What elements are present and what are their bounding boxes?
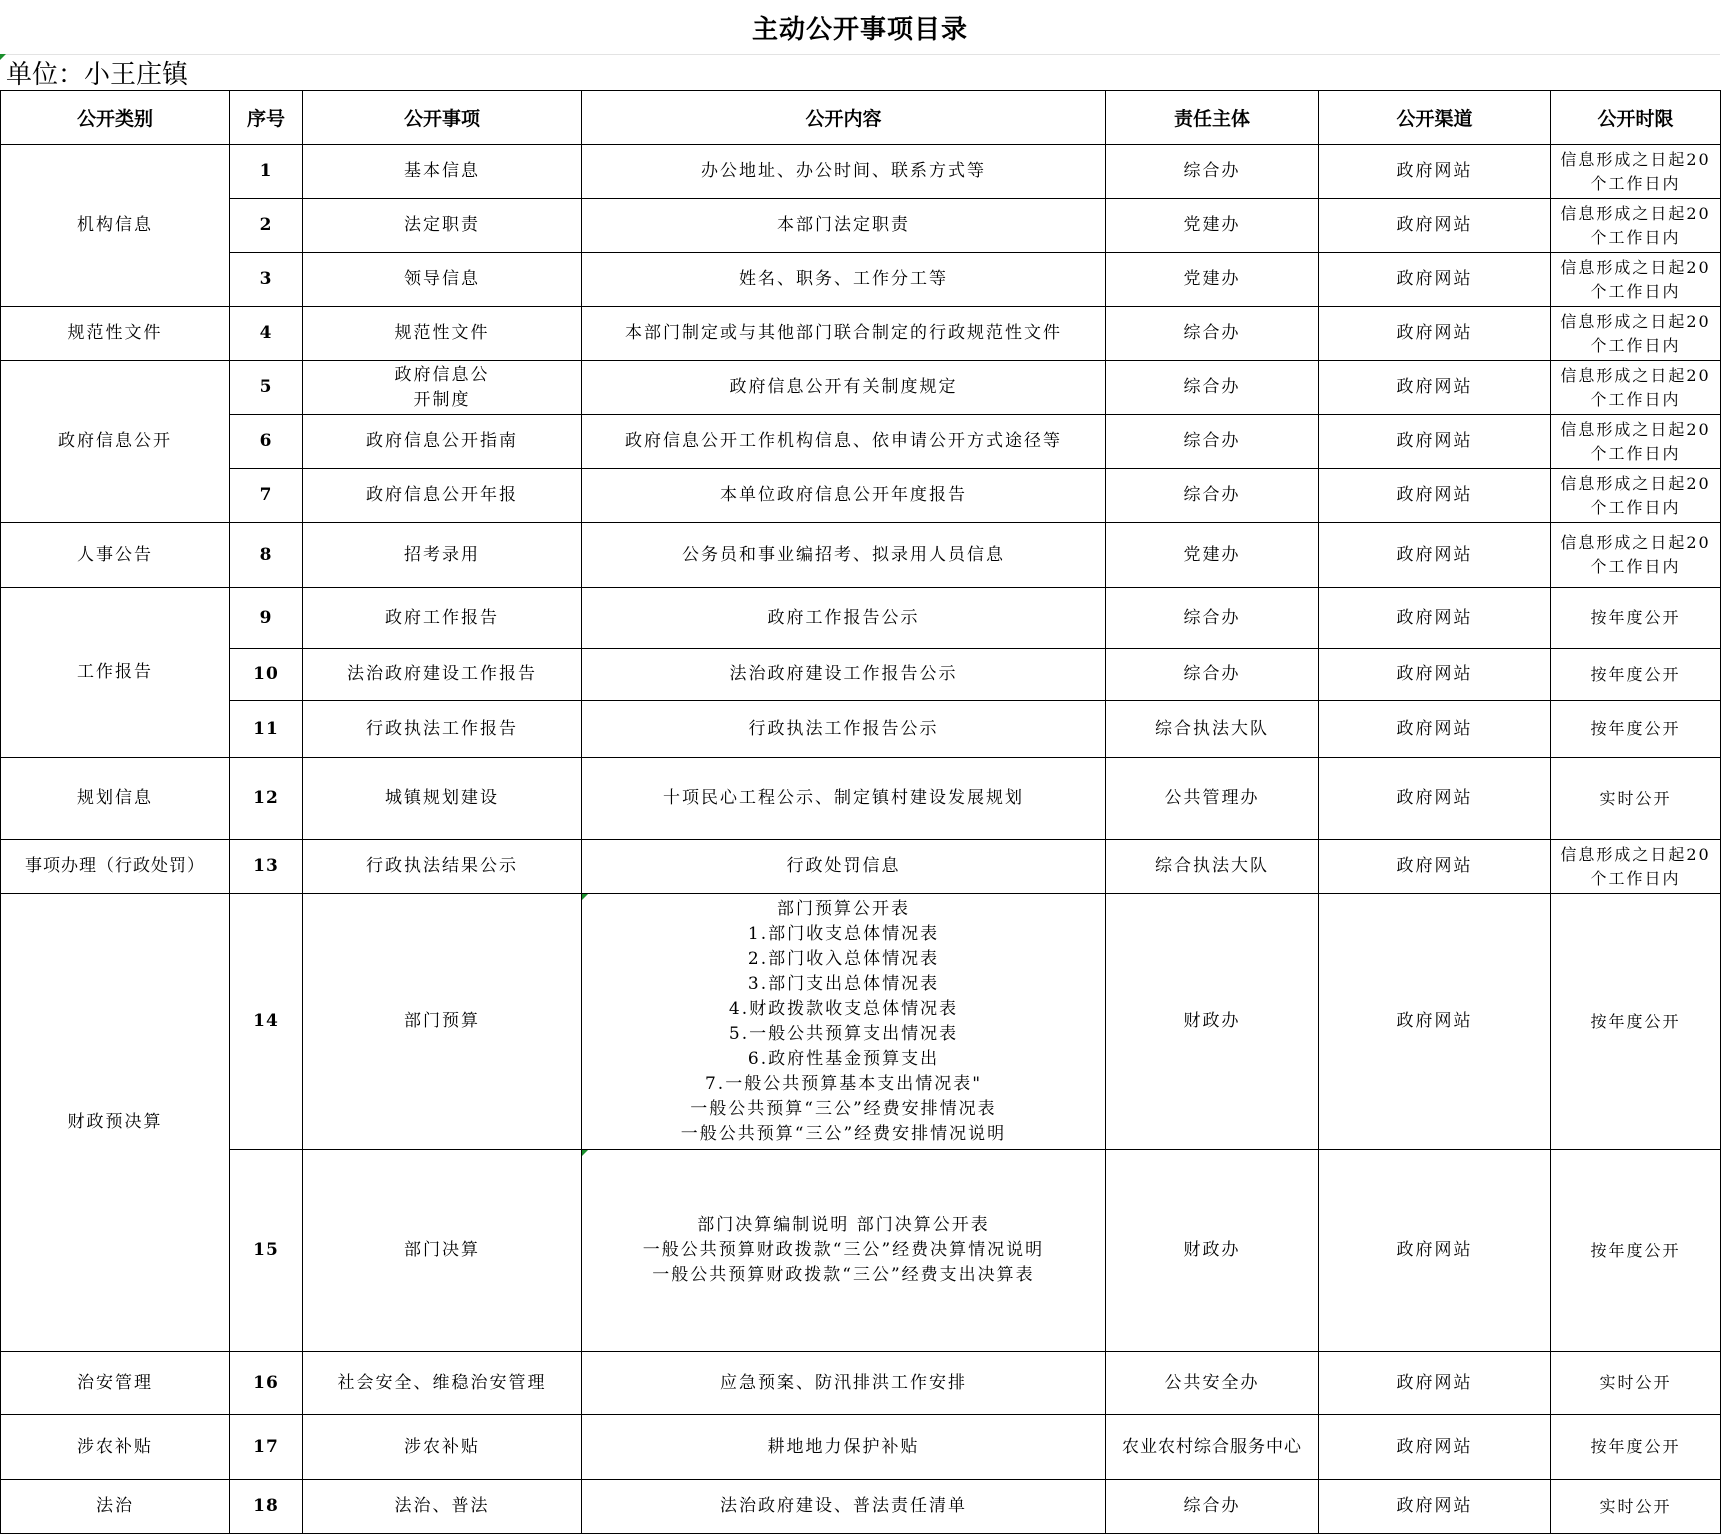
header-owner: 责任主体 [1106, 91, 1319, 145]
content-line: 4.财政拨款收支总体情况表 [728, 998, 959, 1019]
content-line: 3.部门支出总体情况表 [747, 973, 940, 994]
content-line: 一般公共预算“三公”经费安排情况表 [690, 1098, 997, 1119]
channel-cell: 政府网站 [1319, 1150, 1551, 1352]
header-number: 序号 [230, 91, 303, 145]
number-cell: 1 [230, 145, 303, 199]
table-row [1, 199, 1721, 253]
header-limit: 公开时限 [1551, 91, 1721, 145]
content-cell: 耕地地力保护补贴 [582, 1415, 1106, 1480]
item-cell: 城镇规划建设 [303, 758, 582, 840]
number-cell: 17 [230, 1415, 303, 1480]
limit-cell: 实时公开 [1551, 1480, 1721, 1534]
owner-cell: 财政办 [1106, 1150, 1319, 1352]
item-cell: 政府信息公开指南 [303, 415, 582, 469]
item-cell: 行政执法工作报告 [303, 701, 582, 758]
channel-cell: 政府网站 [1319, 894, 1551, 1150]
item-cell: 社会安全、维稳治安管理 [303, 1352, 582, 1415]
owner-cell: 综合办 [1106, 469, 1319, 523]
content-line: 6.政府性基金预算支出 [747, 1048, 940, 1069]
content-cell: 法治政府建设、普法责任清单 [582, 1480, 1106, 1534]
content-cell: 办公地址、办公时间、联系方式等 [582, 145, 1106, 199]
content-cell: 应急预案、防汛排洪工作安排 [582, 1352, 1106, 1415]
channel-cell: 政府网站 [1319, 1480, 1551, 1534]
owner-cell: 综合办 [1106, 588, 1319, 649]
category-cell: 财政预决算 [1, 894, 230, 1352]
channel-cell: 政府网站 [1319, 253, 1551, 307]
item-cell: 基本信息 [303, 145, 582, 199]
category-cell: 规范性文件 [1, 307, 230, 361]
number-cell: 14 [230, 894, 303, 1150]
owner-cell: 党建办 [1106, 199, 1319, 253]
item-cell: 部门预算 [303, 894, 582, 1150]
table-row [1, 840, 1721, 894]
page-title: 主动公开事项目录 [751, 14, 968, 45]
limit-cell: 实时公开 [1551, 1352, 1721, 1415]
number-cell: 4 [230, 307, 303, 361]
content-line: 部门预算公开表 [777, 898, 910, 919]
item-cell: 政府信息公开年报 [303, 469, 582, 523]
header-content: 公开内容 [582, 91, 1106, 145]
content-line: 一般公共预算财政拨款“三公”经费支出决算表 [652, 1265, 1035, 1285]
number-cell: 16 [230, 1352, 303, 1415]
category-cell: 机构信息 [1, 145, 230, 307]
item-cell: 法治政府建设工作报告 [303, 649, 582, 701]
table-row [1, 469, 1721, 523]
channel-cell: 政府网站 [1319, 199, 1551, 253]
table-row [1, 758, 1721, 840]
content-cell: 姓名、职务、工作分工等 [582, 253, 1106, 307]
owner-cell: 党建办 [1106, 523, 1319, 588]
content-cell: 十项民心工程公示、制定镇村建设发展规划 [582, 758, 1106, 840]
number-cell: 8 [230, 523, 303, 588]
title-row [0, 0, 1720, 55]
number-cell: 6 [230, 415, 303, 469]
item-cell: 行政执法结果公示 [303, 840, 582, 894]
number-cell: 12 [230, 758, 303, 840]
limit-cell: 按年度公开 [1551, 649, 1721, 701]
table-row [1, 1150, 1721, 1352]
owner-cell: 党建办 [1106, 253, 1319, 307]
owner-cell: 财政办 [1106, 894, 1319, 1150]
content-cell: 公务员和事业编招考、拟录用人员信息 [582, 523, 1106, 588]
item-cell: 涉农补贴 [303, 1415, 582, 1480]
item-cell: 法定职责 [303, 199, 582, 253]
content-cell: 政府信息公开有关制度规定 [582, 361, 1106, 415]
table-row [1, 1352, 1721, 1415]
item-cell: 规范性文件 [303, 307, 582, 361]
content-cell: 本部门法定职责 [582, 199, 1106, 253]
table-row [1, 361, 1721, 415]
channel-cell: 政府网站 [1319, 307, 1551, 361]
limit-cell: 实时公开 [1551, 758, 1721, 840]
category-cell: 涉农补贴 [1, 1415, 230, 1480]
table-row [1, 588, 1721, 649]
content-line: 1.部门收支总体情况表 [747, 923, 940, 944]
disclosure-table [0, 90, 1721, 1534]
table-row [1, 253, 1721, 307]
limit-cell: 信息形成之日起20个工作日内 [1551, 469, 1721, 523]
owner-cell: 综合办 [1106, 307, 1319, 361]
cell-comment-marker-icon [0, 54, 6, 60]
content-line: 一般公共预算“三公”经费安排情况说明 [680, 1123, 1007, 1144]
owner-cell: 综合办 [1106, 361, 1319, 415]
cell-comment-marker-icon [582, 894, 588, 900]
owner-cell: 综合办 [1106, 649, 1319, 701]
item-cell: 政府工作报告 [303, 588, 582, 649]
header-channel: 公开渠道 [1319, 91, 1551, 145]
header-category: 公开类别 [1, 91, 230, 145]
channel-cell: 政府网站 [1319, 840, 1551, 894]
number-cell: 10 [230, 649, 303, 701]
channel-cell: 政府网站 [1319, 469, 1551, 523]
limit-cell: 信息形成之日起20个工作日内 [1551, 840, 1721, 894]
item-cell: 领导信息 [303, 253, 582, 307]
limit-cell: 信息形成之日起20个工作日内 [1551, 415, 1721, 469]
content-line: 2.部门收入总体情况表 [747, 948, 940, 969]
channel-cell: 政府网站 [1319, 523, 1551, 588]
header-item: 公开事项 [303, 91, 582, 145]
number-cell: 9 [230, 588, 303, 649]
item-cell: 法治、普法 [303, 1480, 582, 1534]
item-cell: 招考录用 [303, 523, 582, 588]
owner-cell: 综合办 [1106, 1480, 1319, 1534]
owner-cell: 综合办 [1106, 145, 1319, 199]
table-row [1, 1480, 1721, 1534]
channel-cell: 政府网站 [1319, 758, 1551, 840]
owner-cell: 农业农村综合服务中心 [1106, 1415, 1319, 1480]
channel-cell: 政府网站 [1319, 415, 1551, 469]
category-cell: 规划信息 [1, 758, 230, 840]
number-cell: 18 [230, 1480, 303, 1534]
limit-cell: 按年度公开 [1551, 701, 1721, 758]
content-cell: 行政处罚信息 [582, 840, 1106, 894]
table-row [1, 415, 1721, 469]
owner-cell: 公共管理办 [1106, 758, 1319, 840]
table-row [1, 894, 1721, 1150]
category-cell: 政府信息公开 [1, 361, 230, 523]
table-row [1, 701, 1721, 758]
unit-label: 单位：小王庄镇 [6, 60, 189, 90]
category-cell: 法治 [1, 1480, 230, 1534]
header-row [1, 91, 1721, 145]
channel-cell: 政府网站 [1319, 361, 1551, 415]
number-cell: 15 [230, 1150, 303, 1352]
content-cell: 政府工作报告公示 [582, 588, 1106, 649]
limit-cell: 按年度公开 [1551, 588, 1721, 649]
channel-cell: 政府网站 [1319, 1415, 1551, 1480]
owner-cell: 综合办 [1106, 415, 1319, 469]
owner-cell: 公共安全办 [1106, 1352, 1319, 1415]
content-cell: 政府信息公开工作机构信息、依申请公开方式途径等 [582, 415, 1106, 469]
category-cell: 事项办理（行政处罚） [1, 840, 230, 894]
content-cell: 行政执法工作报告公示 [582, 701, 1106, 758]
limit-cell: 按年度公开 [1551, 1415, 1721, 1480]
limit-cell: 信息形成之日起20个工作日内 [1551, 145, 1721, 199]
table-row [1, 649, 1721, 701]
limit-cell: 信息形成之日起20个工作日内 [1551, 253, 1721, 307]
item-text: 政府信息公开制度 [394, 364, 490, 410]
content-line: 部门决算编制说明 部门决算公开表 [697, 1215, 990, 1235]
content-cell [582, 1150, 1106, 1352]
number-cell: 2 [230, 199, 303, 253]
channel-cell: 政府网站 [1319, 701, 1551, 758]
unit-row [0, 55, 1720, 90]
category-cell: 治安管理 [1, 1352, 230, 1415]
owner-cell: 综合执法大队 [1106, 701, 1319, 758]
channel-cell: 政府网站 [1319, 1352, 1551, 1415]
limit-cell: 信息形成之日起20个工作日内 [1551, 523, 1721, 588]
number-cell: 5 [230, 361, 303, 415]
table-row [1, 1415, 1721, 1480]
item-cell [303, 361, 582, 415]
limit-cell: 信息形成之日起20个工作日内 [1551, 361, 1721, 415]
item-cell: 部门决算 [303, 1150, 582, 1352]
limit-cell: 信息形成之日起20个工作日内 [1551, 199, 1721, 253]
number-cell: 13 [230, 840, 303, 894]
category-cell: 工作报告 [1, 588, 230, 758]
content-cell: 本单位政府信息公开年度报告 [582, 469, 1106, 523]
cell-comment-marker-icon [582, 1150, 588, 1156]
content-cell: 法治政府建设工作报告公示 [582, 649, 1106, 701]
owner-cell: 综合执法大队 [1106, 840, 1319, 894]
content-line: 5.一般公共预算支出情况表 [728, 1023, 959, 1044]
table-row [1, 523, 1721, 588]
content-line: 一般公共预算财政拨款“三公”经费决算情况说明 [642, 1240, 1045, 1260]
limit-cell: 按年度公开 [1551, 1150, 1721, 1352]
channel-cell: 政府网站 [1319, 145, 1551, 199]
content-cell [582, 894, 1106, 1150]
limit-cell: 信息形成之日起20个工作日内 [1551, 307, 1721, 361]
table-row [1, 145, 1721, 199]
channel-cell: 政府网站 [1319, 588, 1551, 649]
limit-cell: 按年度公开 [1551, 894, 1721, 1150]
category-cell: 人事公告 [1, 523, 230, 588]
content-cell: 本部门制定或与其他部门联合制定的行政规范性文件 [582, 307, 1106, 361]
number-cell: 3 [230, 253, 303, 307]
number-cell: 11 [230, 701, 303, 758]
content-line: 7.一般公共预算基本支出情况表" [704, 1073, 983, 1094]
channel-cell: 政府网站 [1319, 649, 1551, 701]
number-cell: 7 [230, 469, 303, 523]
table-row [1, 307, 1721, 361]
